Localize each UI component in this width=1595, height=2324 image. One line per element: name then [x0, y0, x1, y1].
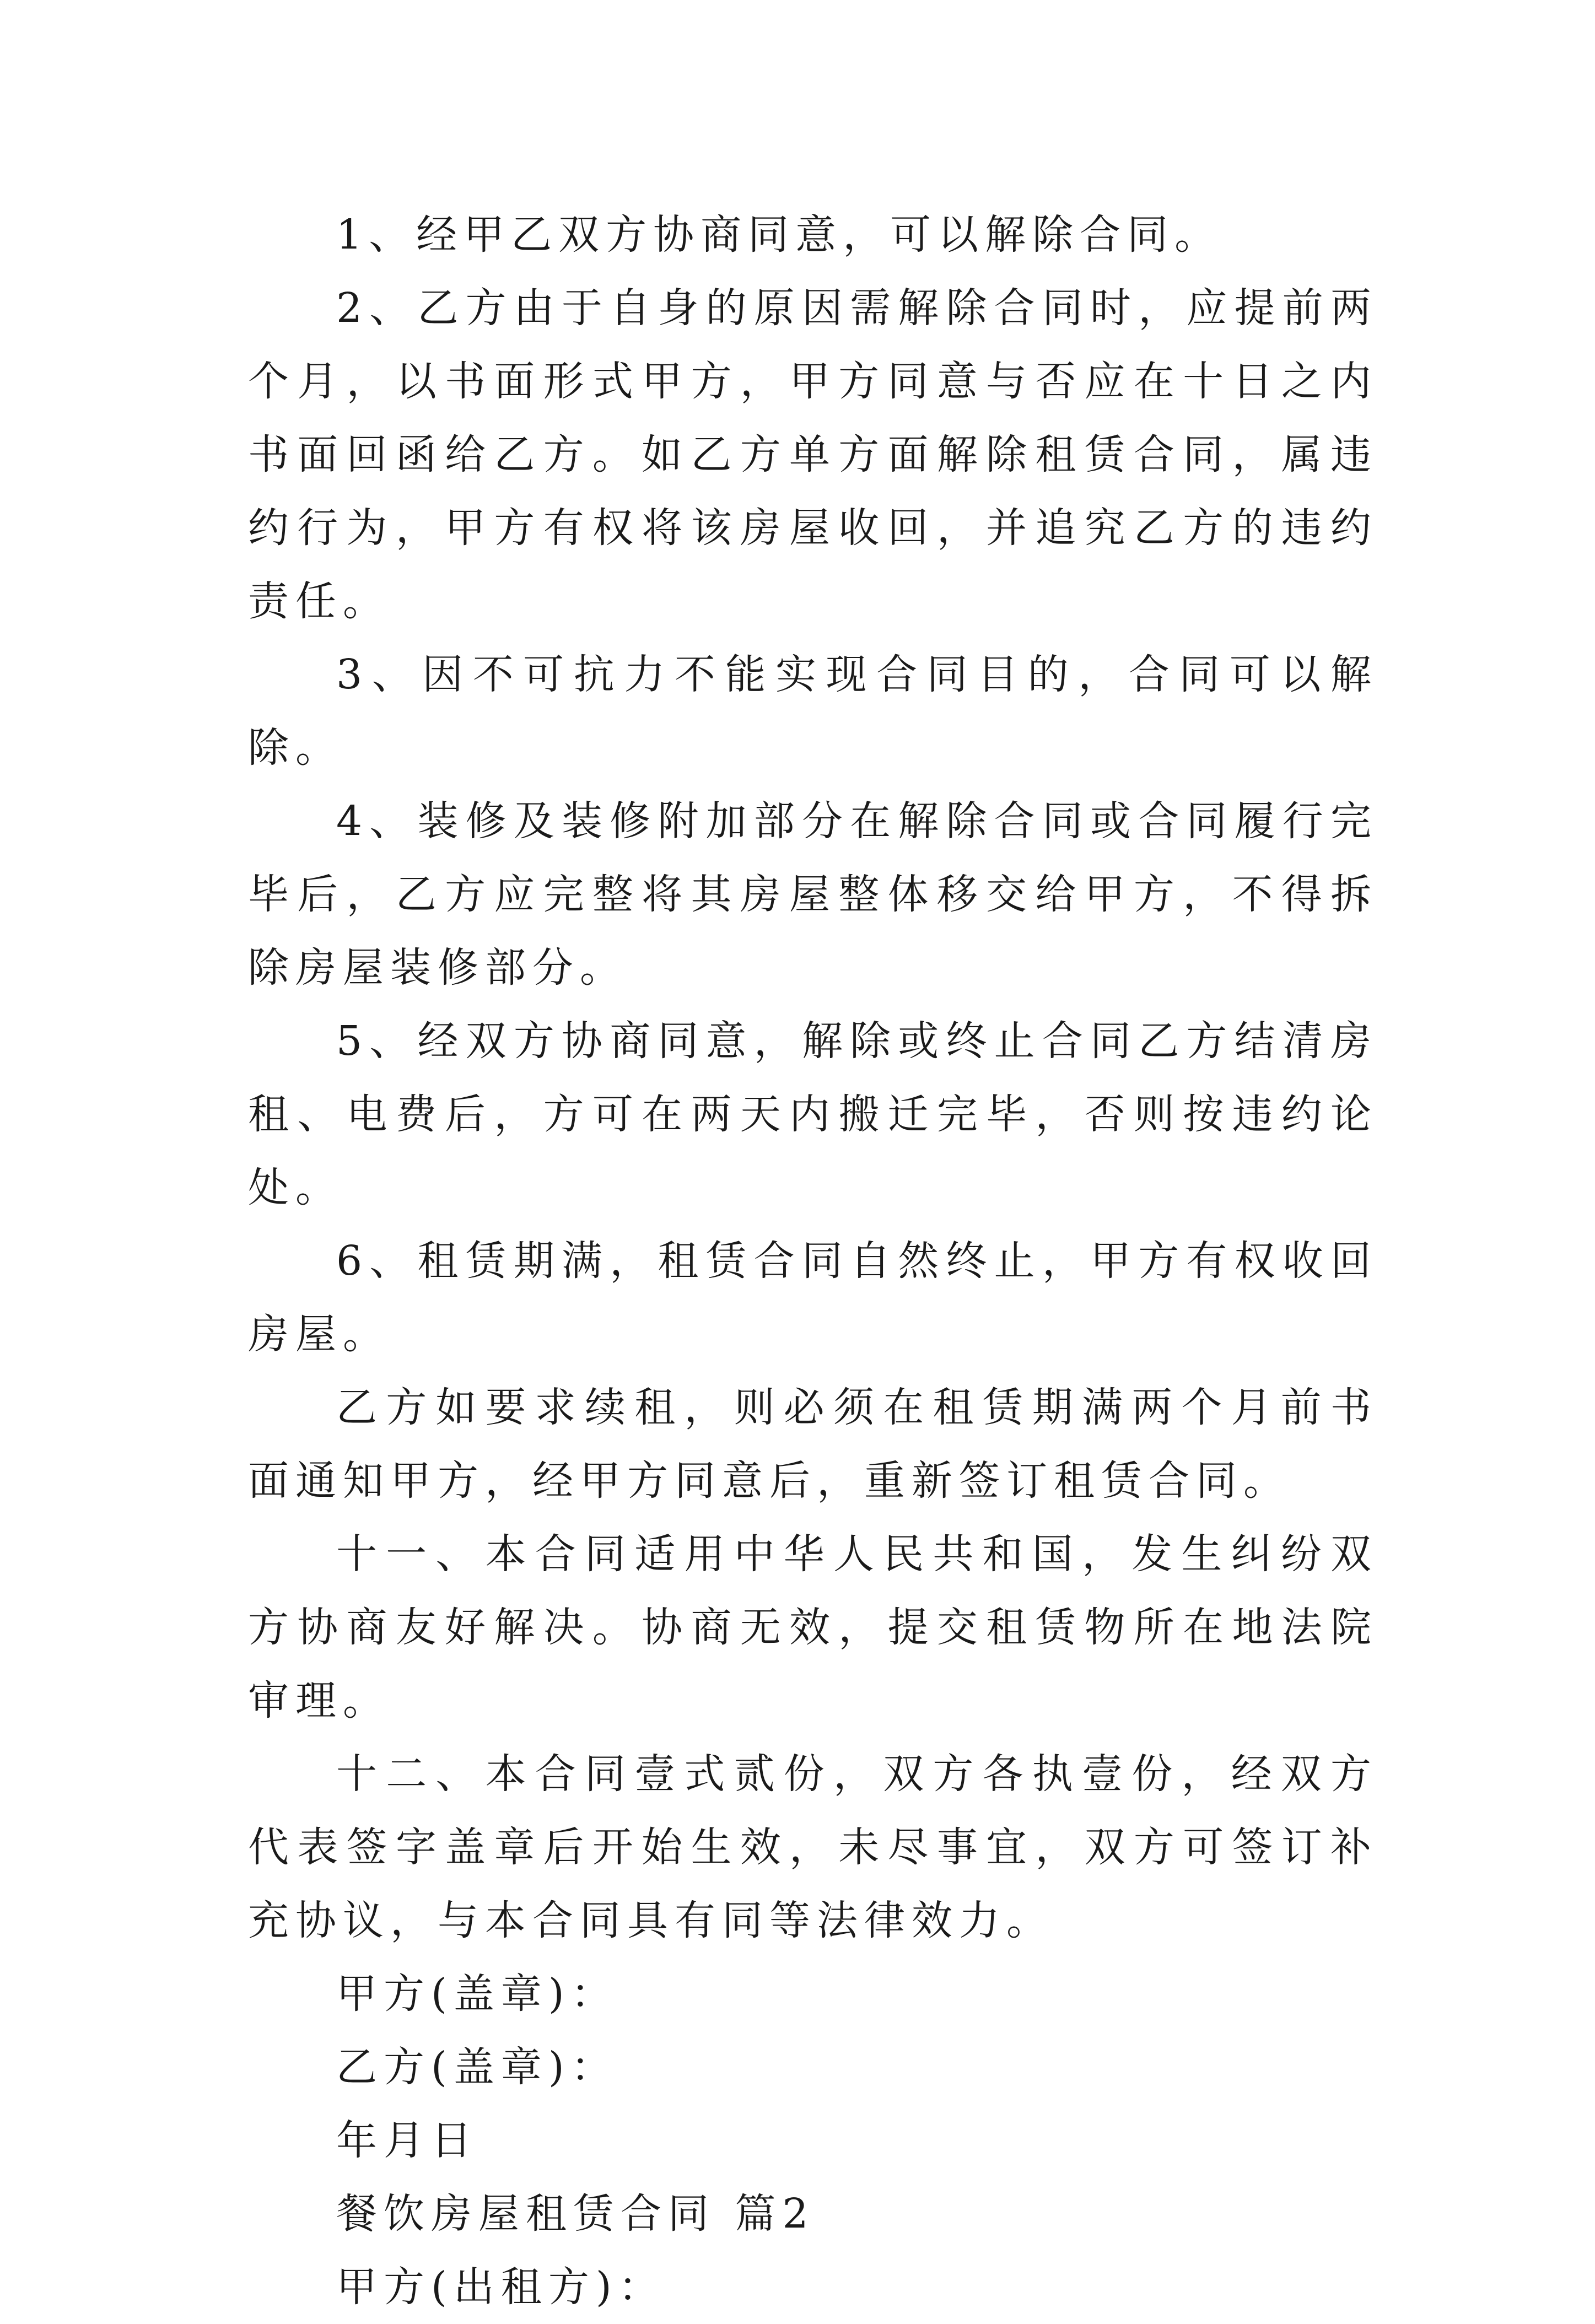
- clause-4: 4、装修及装修附加部分在解除合同或合同履行完毕后，乙方应完整将其房屋整体移交给甲方，不得拆除房屋装修部分。: [248, 797, 1378, 991]
- clause-6: 6、租赁期满，租赁合同自然终止，甲方有权收回房屋。: [248, 1237, 1378, 1358]
- party-b-seal-line: 乙方(盖章)：: [336, 2043, 618, 2091]
- article-11: 十一、本合同适用中华人民共和国，发生纠纷双方协商友好解决。协商无效，提交租赁物所在地法院审理。: [248, 1530, 1378, 1724]
- contract-body: [248, 198, 1378, 2324]
- renewal-clause: 乙方如要求续租，则必须在租赁期满两个月前书面通知甲方，经甲方同意后，重新签订租赁合同。: [248, 1384, 1378, 1505]
- date-line: 年月日: [336, 2117, 478, 2164]
- party-a-seal-line: 甲方(盖章)：: [336, 1970, 618, 2018]
- section-title: 餐饮房屋租赁合同 篇2: [336, 2190, 815, 2237]
- clause-3: 3、因不可抗力不能实现合同目的，合同可以解除。: [248, 651, 1378, 772]
- clause-5: 5、经双方协商同意，解除或终止合同乙方结清房租、电费后，方可在两天内搬迁完毕，否则按违约论处。: [248, 1017, 1378, 1211]
- article-12: 十二、本合同壹式贰份，双方各执壹份，经双方代表签字盖章后开始生效，未尽事宜，双方可签订补充协议，与本合同具有同等法律效力。: [248, 1750, 1378, 1944]
- clause-2: 2、乙方由于自身的原因需解除合同时，应提前两个月，以书面形式甲方，甲方同意与否应在十日之内书面回函给乙方。如乙方单方面解除租赁合同，属违约行为，甲方有权将该房屋收回，并追究乙方的违约责任。: [248, 284, 1378, 625]
- clause-1: 1、经甲乙双方协商同意，可以解除合同。: [336, 211, 1222, 258]
- lessor-line: 甲方(出租方)：: [336, 2263, 666, 2311]
